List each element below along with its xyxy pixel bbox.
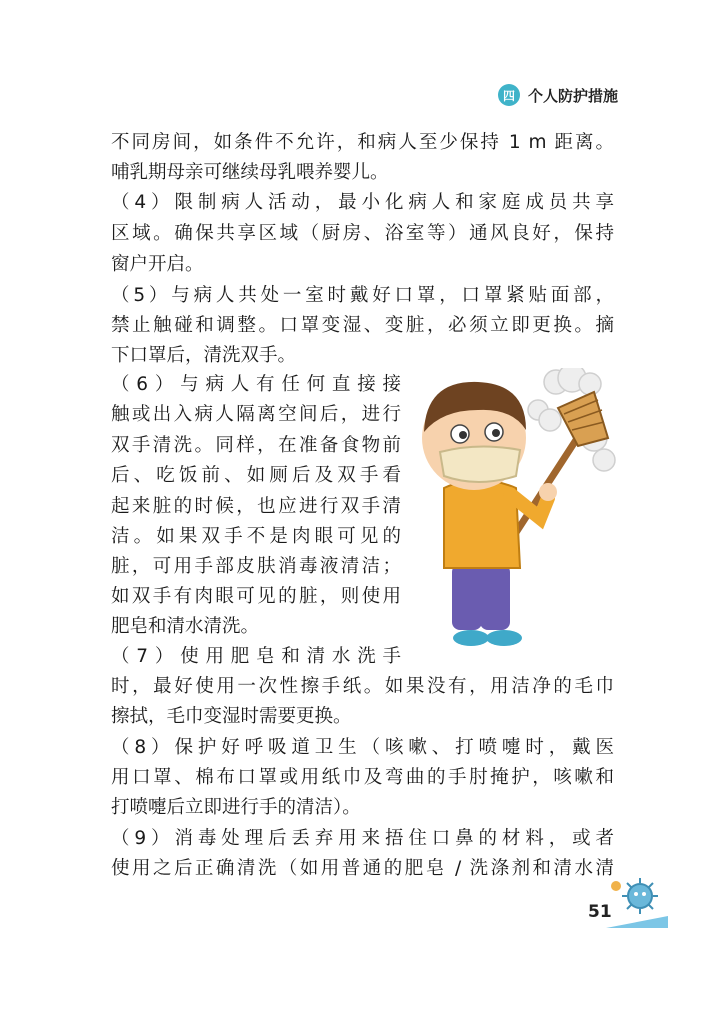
- body-line: 双手清洗。同样，在准备食物前: [111, 435, 401, 456]
- virus-icon: [606, 876, 668, 928]
- body-line: 后、吃饭前、如厕后及双手看: [111, 465, 401, 486]
- body-line: 哺乳期母亲可继续母乳喂养婴儿。: [111, 162, 389, 183]
- body-line: 窗户开启。: [111, 254, 204, 275]
- body-line: （6）与病人有任何直接接: [111, 374, 401, 395]
- body-line: （7）使用肥皂和清水洗手: [111, 646, 401, 667]
- body-line: 洁。如果双手不是肉眼可见的: [111, 526, 401, 547]
- body-line: 打喷嚏后立即进行手的清洁）。: [111, 797, 361, 818]
- body-line: 时，最好使用一次性擦手纸。如果没有，用洁净的毛巾: [111, 676, 614, 697]
- boy-with-mask-and-broom-icon: [408, 368, 620, 658]
- section-badge: 四: [498, 84, 520, 106]
- body-line: 区域。确保共享区域（厨房、浴室等）通风良好，保持: [111, 223, 614, 244]
- body-line: 不同房间，如条件不允许，和病人至少保持 1 m 距离。: [111, 132, 614, 153]
- body-line: 下口罩后，清洗双手。: [111, 345, 297, 366]
- page-number: 51: [588, 902, 612, 922]
- body-line: 肥皂和清水清洗。: [111, 616, 260, 637]
- body-line: 禁止触碰和调整。口罩变湿、变脏，必须立即更换。摘: [111, 315, 614, 336]
- body-line: （9）消毒处理后丢弃用来捂住口鼻的材料，或者: [111, 828, 614, 849]
- body-line: 擦拭，毛巾变湿时需要更换。: [111, 706, 352, 727]
- chapter-title: 个人防护措施: [527, 86, 618, 105]
- body-line: 起来脏的时候，也应进行双手清: [111, 496, 401, 517]
- body-line: （8）保护好呼吸道卫生（咳嗽、打喷嚏时，戴医: [111, 737, 614, 758]
- chapter-header: [498, 84, 618, 106]
- body-line: （5）与病人共处一室时戴好口罩，口罩紧贴面部，: [111, 285, 614, 306]
- body-line: 用口罩、棉布口罩或用纸巾及弯曲的手肘掩护，咳嗽和: [111, 767, 614, 788]
- body-line: 如双手有肉眼可见的脏，则使用: [111, 586, 401, 607]
- body-line: 触或出入病人隔离空间后，进行: [111, 404, 401, 425]
- body-line: （4）限制病人活动，最小化病人和家庭成员共享: [111, 192, 614, 213]
- body-line: 使用之后正确清洗（如用普通的肥皂 / 洗涤剂和清水清: [111, 858, 614, 879]
- body-line: 脏，可用手部皮肤消毒液清洁；: [111, 556, 401, 577]
